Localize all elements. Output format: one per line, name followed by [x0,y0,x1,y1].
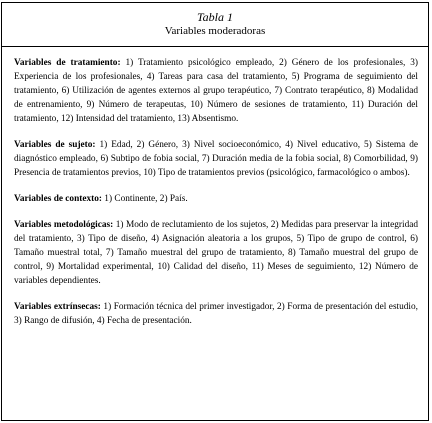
section-treatment-variables [14,56,418,126]
section-methodological-variables [14,218,418,288]
section-label: Variables de contexto: [14,194,102,204]
section-text: 1) Modo de reclutamiento de los sujetos, 2) Medidas para preservar la integridad del tratamiento, 3) Tipo de diseño, 4) Asignación aleatoria a los grupos, 5) Tipo de grupo de control, 6) Tamaño muestral total, 7) Tamaño muestral del grupo de tratamiento, 8) Tamaño muestral del grupo de control, 9) Mortalidad experimental, 10) Calidad del diseño, 11) Meses de seguimiento, 12) Número de variables dependientes. [14,220,418,286]
section-text: 1) Edad, 2) Género, 3) Nivel socioeconómico, 4) Nivel educativo, 5) Sistema de diagnóstico empleado, 6) Subtipo de fobia social, 7) Duración media de la fobia social, 8) Comorbilidad, 9) Presencia de tratamientos previos, 10) Tipo de tratamientos previos (psicológico, farmacológico o ambos). [14,140,418,178]
section-subject-variables [14,138,418,180]
section-text: 1) Tratamiento psicológico empleado, 2) Género de los profesionales, 3) Experiencia de los profesionales, 4) Tareas para casa del tratamiento, 5) Programa de seguimiento del tratamiento, 6) Utilización de agentes externos al grupo terapéutico, 7) Contrato terapéutico, 8) Modalidad de entrenamiento, 9) Número de terapeutas, 10) Número de sesiones de tratamiento, 11) Duración del tratamiento, 12) Intensidad del tratamiento, 13) Absentismo. [14,58,418,124]
table-subtitle: Variables moderadoras [164,25,266,37]
section-label: Variables de tratamiento: [14,58,121,68]
table-title: Tabla 1 [197,10,233,24]
section-label: Variables de sujeto: [14,140,96,150]
section-context-variables [14,192,418,206]
section-label: Variables extrínsecas: [14,302,101,312]
table-caption [2,3,428,47]
table-body [2,47,428,328]
section-text: 1) Continente, 2) País. [101,194,188,204]
moderator-variables-table [1,2,429,421]
section-label: Variables metodológicas: [14,220,114,230]
section-text: 1) Formación técnica del primer investigador, 2) Forma de presentación del estudio, 3) Rango de difusión, 4) Fecha de presentación. [14,302,418,326]
section-extrinsic-variables [14,300,418,328]
